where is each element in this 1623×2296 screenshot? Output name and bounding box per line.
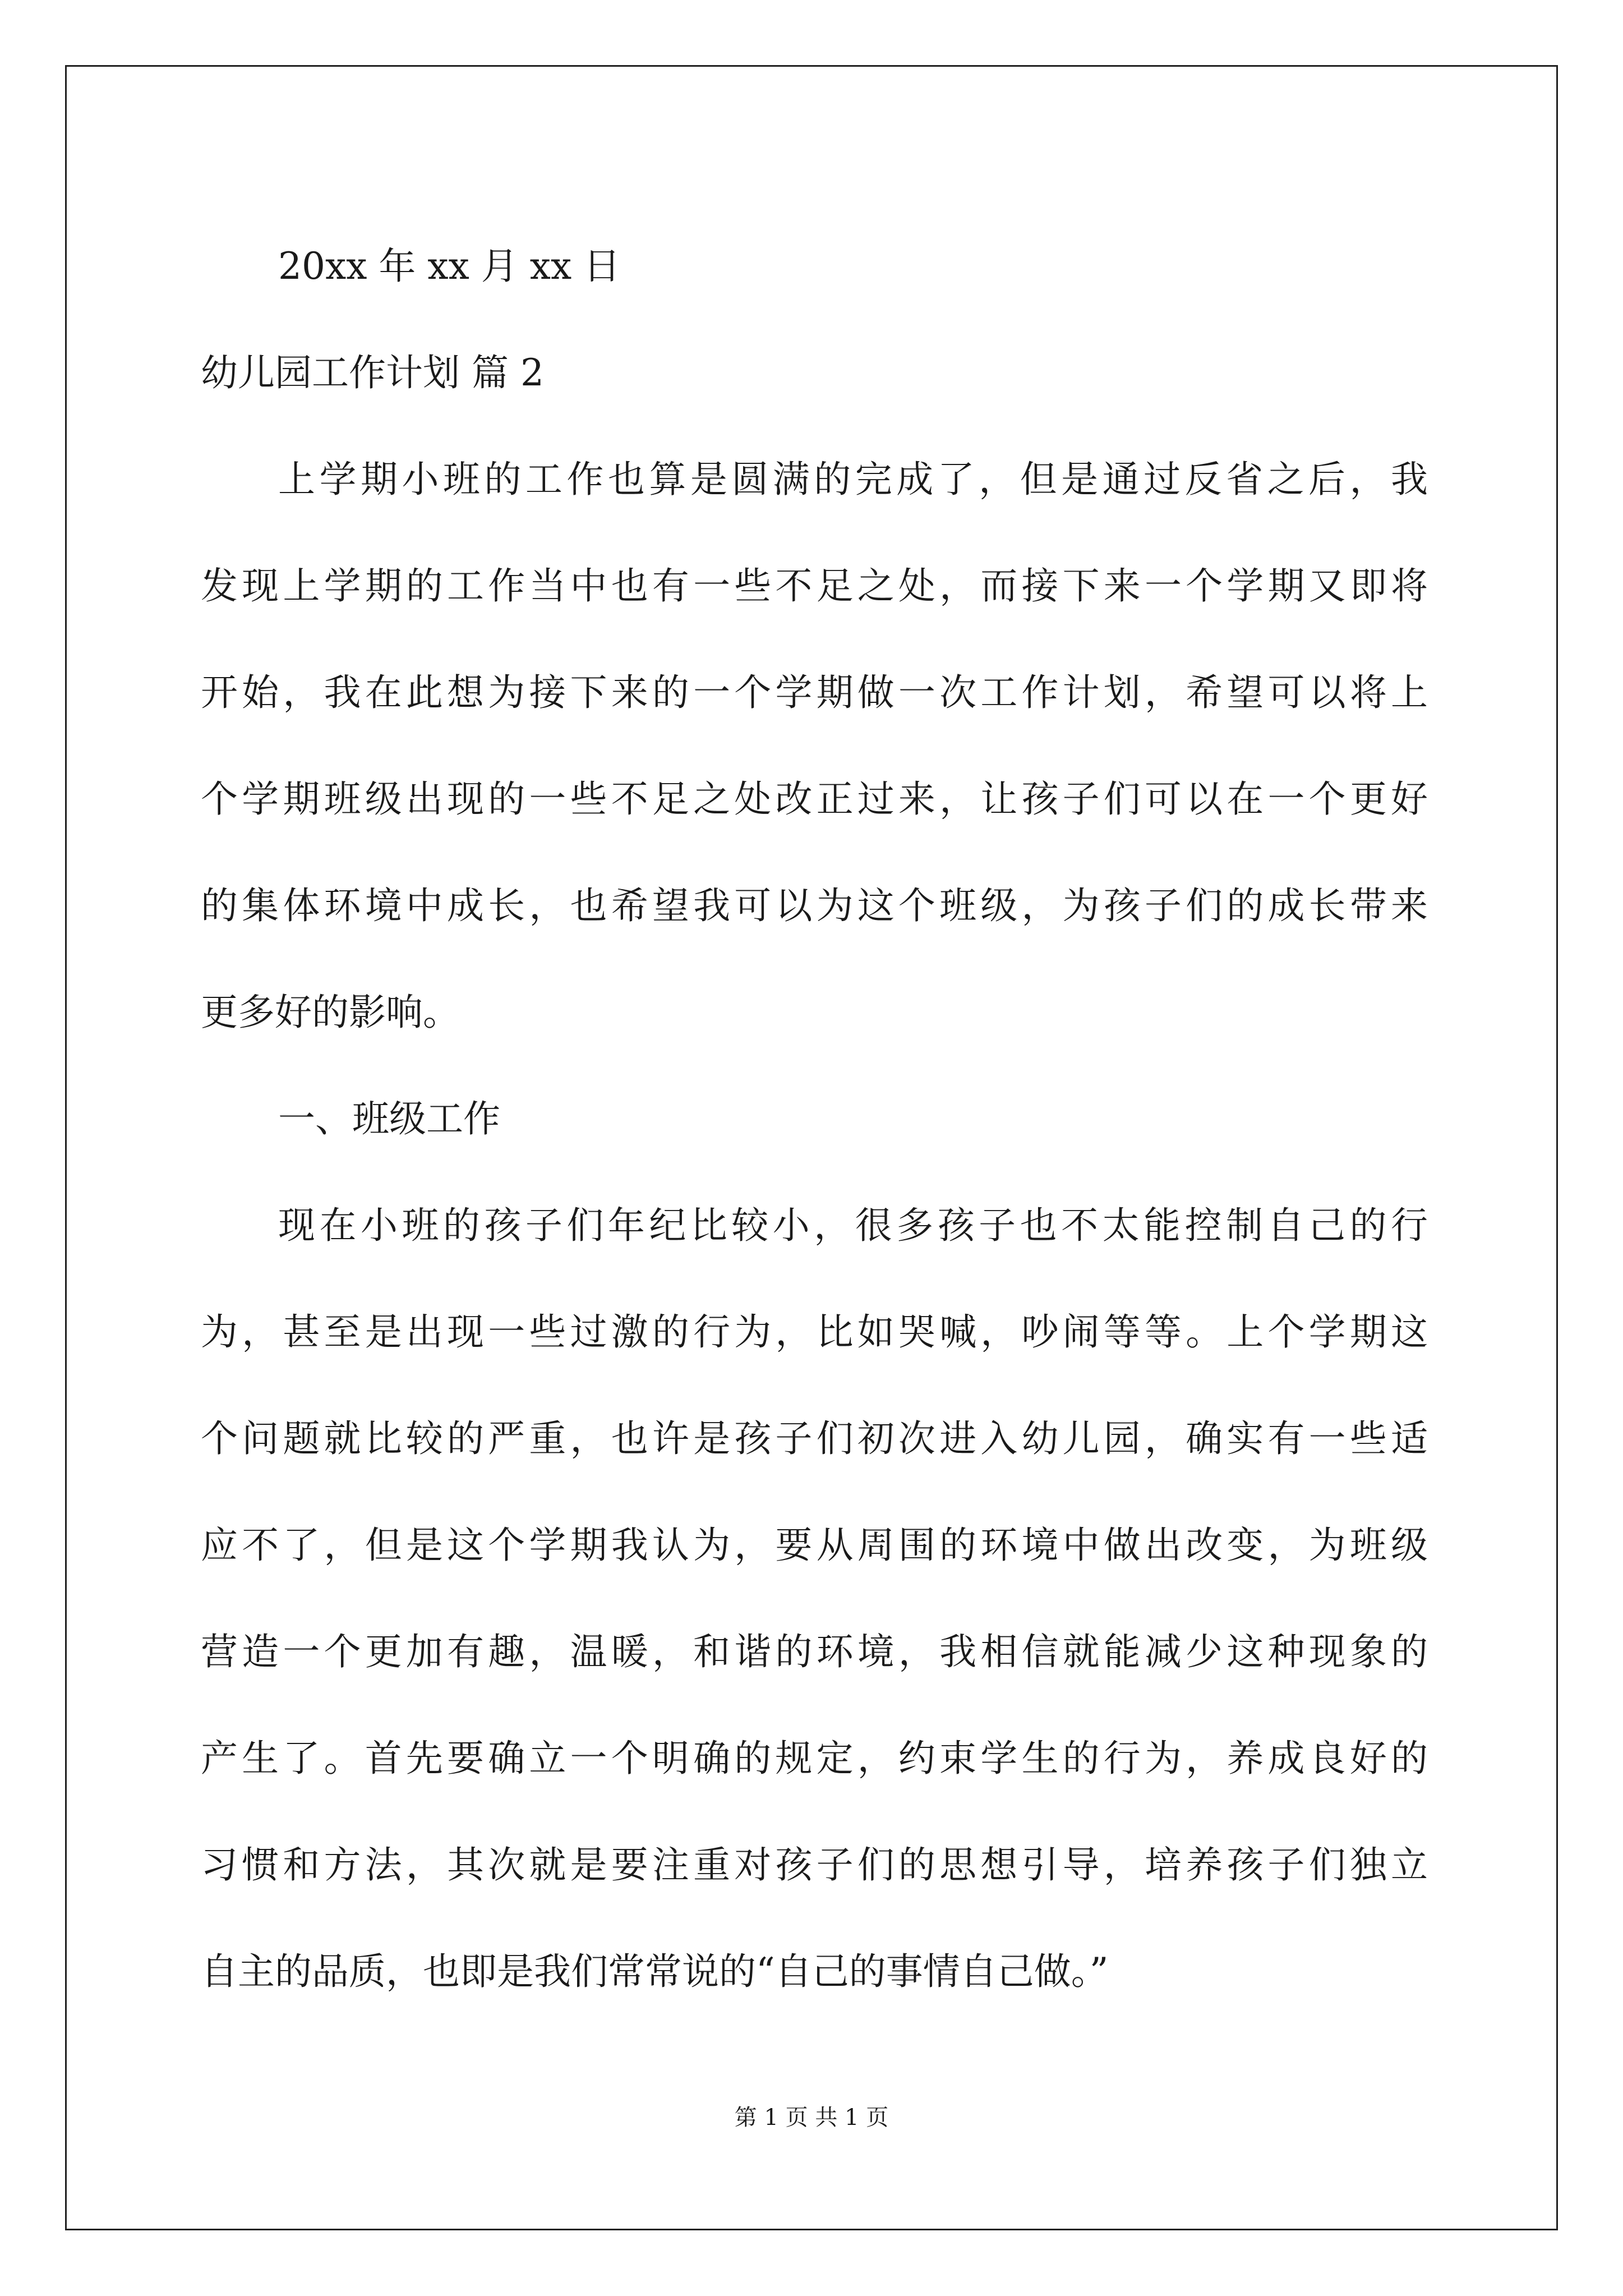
paragraph-line: 个学期班级出现的一些不足之处改正过来，让孩子们可以在一个更好 [201, 777, 1428, 821]
paragraph-class-work [201, 1172, 1428, 2025]
date-line: 20xx 年 xx 月 xx 日 [278, 245, 621, 288]
paragraph-line: 更多好的影响。 [201, 991, 460, 1034]
paragraph-line: 上学期小班的工作也算是圆满的完成了，但是通过反省之后，我 [278, 458, 1428, 501]
paragraph-line: 营造一个更加有趣，温暖，和谐的环境，我相信就能减少这种现象的 [201, 1630, 1428, 1673]
paragraph-line: 个问题就比较的严重，也许是孩子们初次进入幼儿园，确实有一些适 [201, 1417, 1428, 1460]
paragraph-line: 现在小班的孩子们年纪比较小，很多孩子也不太能控制自己的行 [278, 1204, 1428, 1247]
page-footer: 第 1 页 共 1 页 [734, 2105, 889, 2131]
paragraph-line: 习惯和方法，其次就是要注重对孩子们的思想引导，培养孩子们独立 [201, 1843, 1428, 1887]
document-body [201, 213, 1428, 2025]
heading-class-work: 一、班级工作 [278, 1097, 500, 1140]
paragraph-line: 开始，我在此想为接下来的一个学期做一次工作计划，希望可以将上 [201, 671, 1428, 714]
paragraph-line: 自主的品质，也即是我们常常说的“自己的事情自己做。” [201, 1950, 1109, 1993]
paragraph-line: 应不了，但是这个学期我认为，要从周围的环境中做出改变，为班级 [201, 1524, 1428, 1567]
section-title: 幼儿园工作计划 篇 2 [201, 351, 544, 394]
paragraph-intro [201, 426, 1428, 1066]
paragraph-line: 发现上学期的工作当中也有一些不足之处，而接下来一个学期又即将 [201, 564, 1428, 608]
paragraph-line: 产生了。首先要确立一个明确的规定，约束学生的行为，养成良好的 [201, 1737, 1428, 1780]
paragraph-line: 的集体环境中成长，也希望我可以为这个班级，为孩子们的成长带来 [201, 884, 1428, 927]
paragraph-line: 为，甚至是出现一些过激的行为，比如哭喊，吵闹等等。上个学期这 [201, 1310, 1428, 1354]
